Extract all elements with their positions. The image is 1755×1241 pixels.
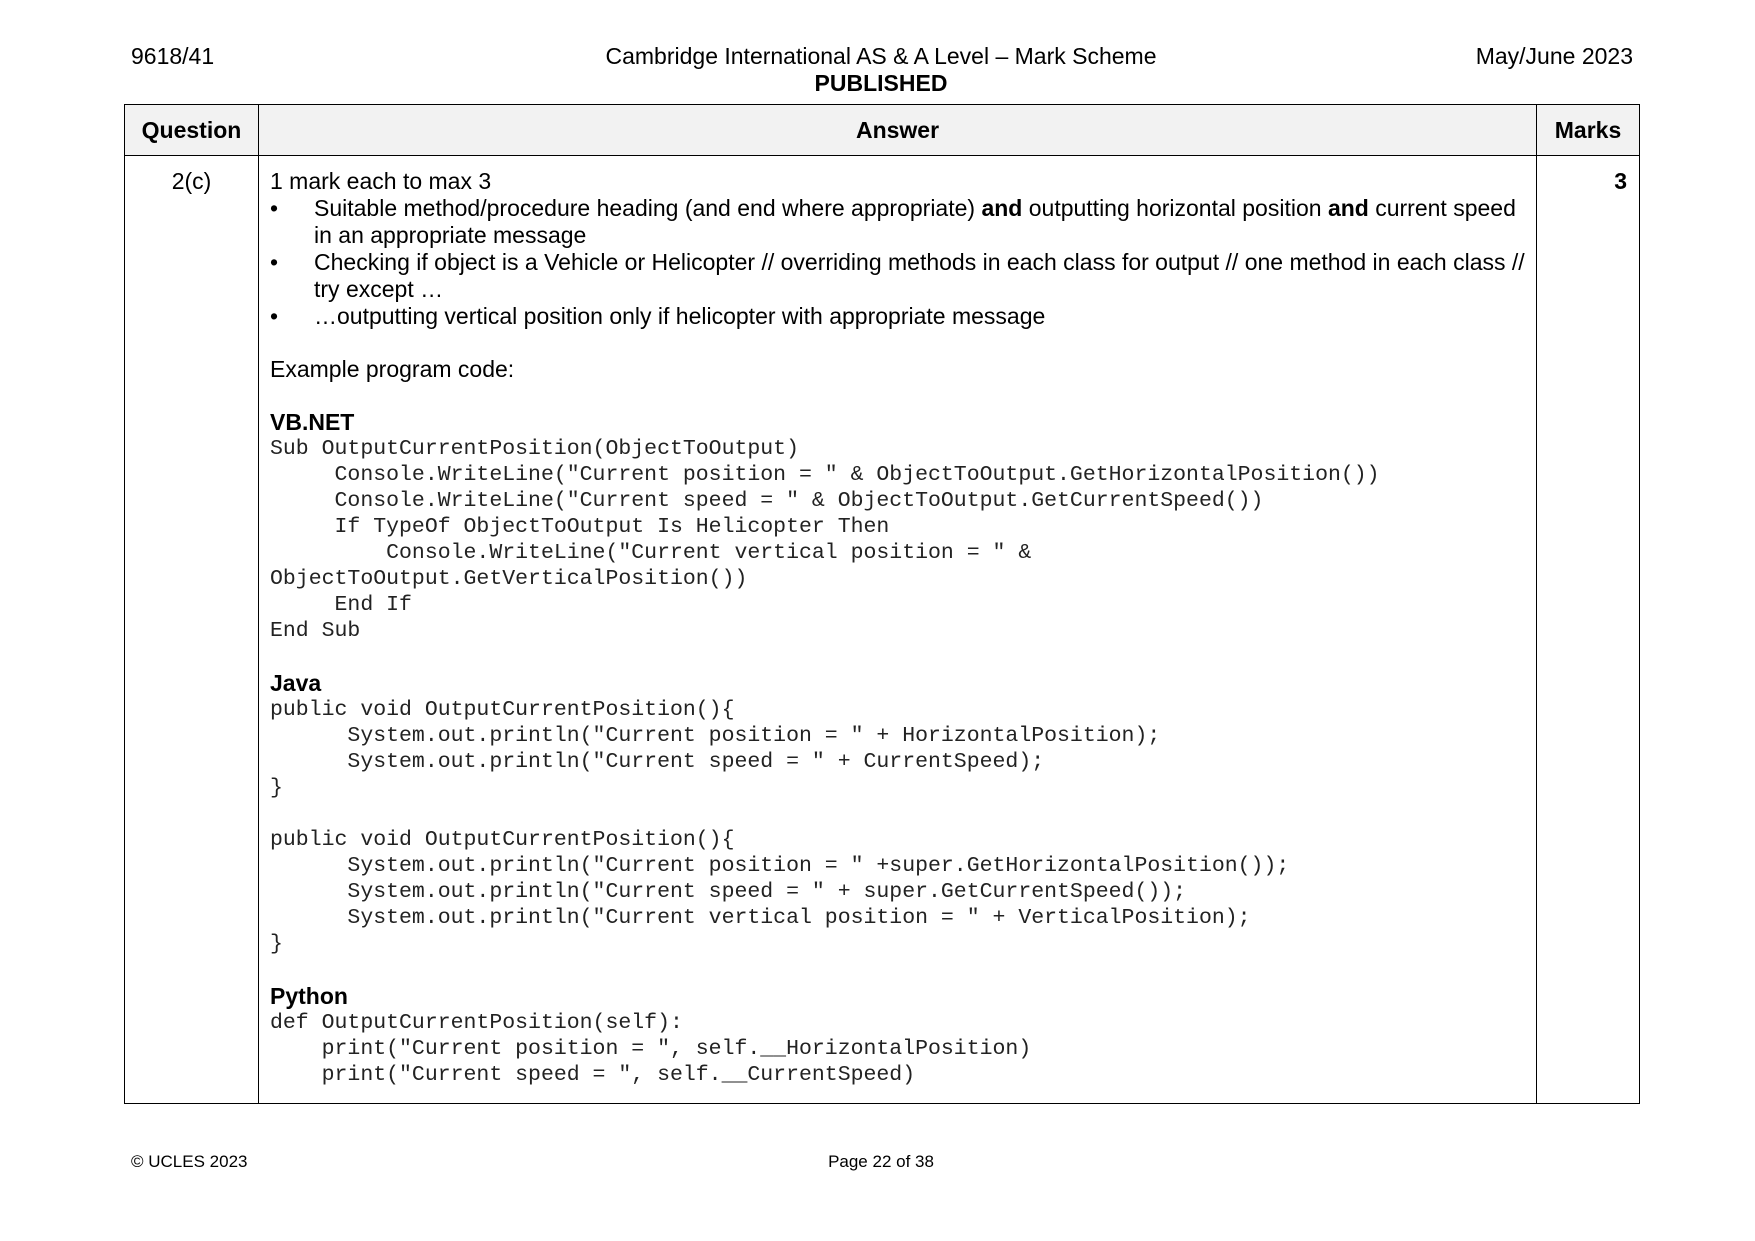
vbnet-heading: VB.NET	[270, 409, 355, 435]
java-code-block-vehicle: public void OutputCurrentPosition(){ System.out.println("Current position = " + HorizontalPosition); System.out.println("Current speed = " + CurrentSpeed); }	[270, 698, 1161, 800]
spacer	[270, 957, 1526, 983]
question-column-header: Question	[125, 105, 259, 156]
vbnet-code-block: Sub OutputCurrentPosition(ObjectToOutput) Console.WriteLine("Current position = " & ObjectToOutput.GetHorizontalPosition()) Console.WriteLine("Current speed = " & ObjectToOutput.GetCurrentSpeed()) If TypeOf ObjectToOutput Is Helicopter Then Console.WriteLine("Current vertical position = " & ObjectToOutput.GetVerticalPosition()) End If End Sub	[270, 437, 1380, 643]
copyright-notice: © UCLES 2023	[131, 1152, 248, 1171]
python-code-block: def OutputCurrentPosition(self): print("Current position = ", self.__HorizontalPosition) print("Current speed = ", self.__CurrentSpeed)	[270, 1011, 1032, 1087]
page-number: Page 22 of 38	[828, 1152, 934, 1171]
java-heading: Java	[270, 670, 322, 696]
document-title-text: Cambridge International AS & A Level – Mark Scheme	[605, 43, 1157, 69]
marking-point	[270, 195, 1526, 249]
mark-scheme-table	[124, 104, 1640, 1104]
marking-point	[270, 303, 1526, 330]
spacer	[270, 383, 1526, 409]
example-code-label: Example program code:	[270, 356, 515, 382]
table-header-row	[125, 105, 1640, 156]
marking-point-emphasis: and	[1327, 195, 1369, 221]
spacer	[270, 644, 1526, 670]
spacer	[270, 801, 1526, 827]
marking-point-text: outputting horizontal position	[1022, 195, 1328, 221]
bullet-icon: •	[270, 303, 279, 329]
marking-points-list	[270, 195, 1526, 330]
question-number: 2(c)	[125, 156, 259, 1104]
marks-value: 3	[1537, 156, 1640, 1104]
table-row	[125, 156, 1640, 1104]
marking-point-text: Suitable method/procedure heading (and end where appropriate)	[314, 195, 982, 221]
marking-point-emphasis: and	[981, 195, 1023, 221]
marking-point	[270, 249, 1526, 303]
mark-allocation-intro: 1 mark each to max 3	[270, 168, 492, 194]
marking-point-text: Checking if object is a Vehicle or Helicopter // overriding methods in each class for output // one method in each class // try except …	[314, 249, 1525, 302]
answer-cell	[259, 156, 1537, 1104]
paper-code: 9618/41	[131, 43, 215, 69]
python-heading: Python	[270, 983, 348, 1009]
exam-session: May/June 2023	[1475, 43, 1633, 69]
bullet-icon: •	[270, 249, 279, 275]
java-code-block-helicopter: public void OutputCurrentPosition(){ System.out.println("Current position = " +super.GetHorizontalPosition()); System.out.println("Current speed = " + super.GetCurrentSpeed()); System.out.println("Current vertical position = " + VerticalPosition); }	[270, 828, 1290, 956]
spacer	[270, 330, 1526, 356]
marking-point-text: current speed in an appropriate message	[314, 195, 1516, 248]
bullet-icon: •	[270, 195, 279, 221]
marking-point-text: …outputting vertical position only if helicopter with appropriate message	[314, 303, 1046, 329]
published-label: PUBLISHED	[814, 70, 948, 96]
marks-column-header: Marks	[1537, 105, 1640, 156]
answer-column-header: Answer	[259, 105, 1537, 156]
